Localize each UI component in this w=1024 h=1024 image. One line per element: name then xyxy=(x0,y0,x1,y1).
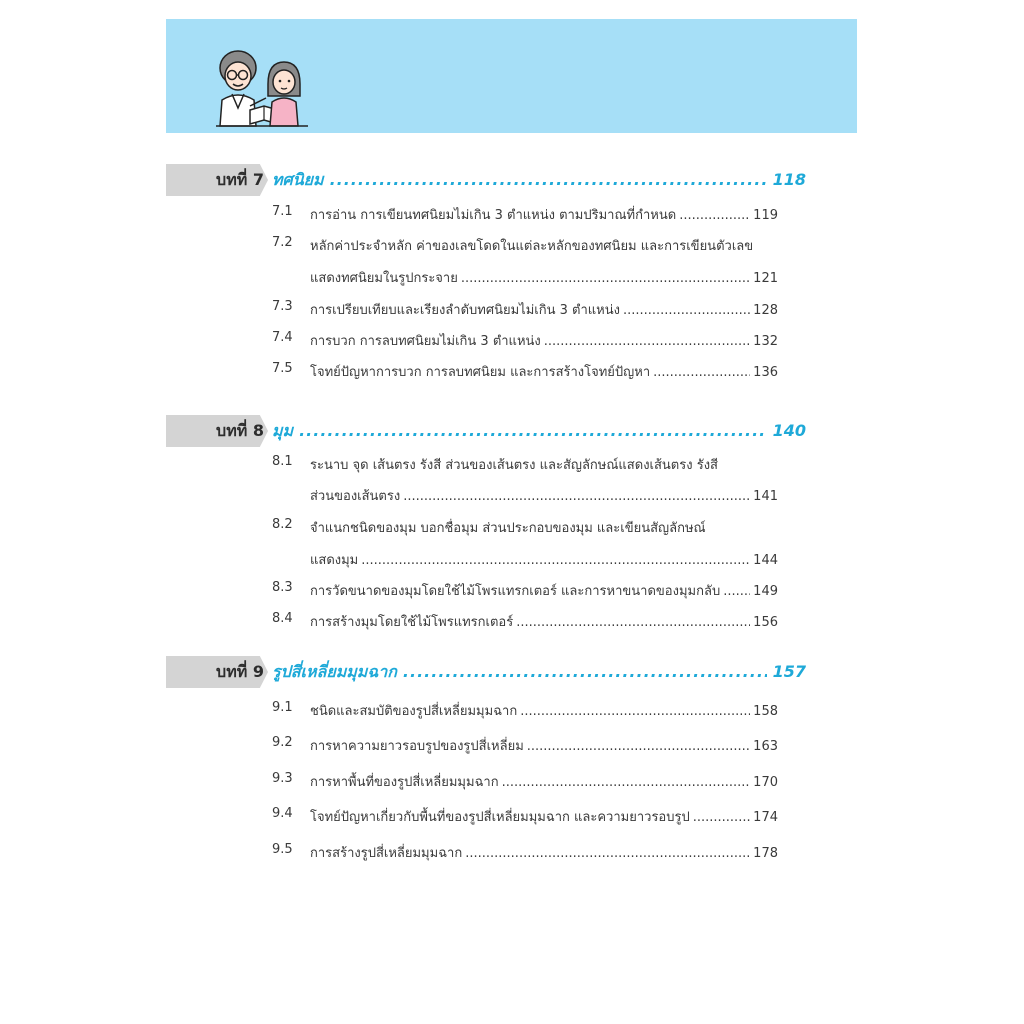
dot-leader xyxy=(465,846,750,861)
section-title: การสร้างมุมโดยใช้ไม้โพรแทรกเตอร์ xyxy=(310,615,514,630)
entry-line xyxy=(310,299,778,320)
section-page: 121 xyxy=(753,271,778,286)
dot-leader xyxy=(461,271,750,286)
chapter-title: มุม xyxy=(272,421,294,440)
chapter-title-row xyxy=(272,419,806,444)
chapter-number: บทที่ 8 xyxy=(216,421,264,440)
section-title: หลักค่าประจำหลัก ค่าของเลขโดดในแต่ละหลักของทศนิยม และการเขียนตัวเลข xyxy=(310,239,754,254)
section-title: การเปรียบเทียบและเรียงลำดับทศนิยมไม่เกิน 3 ตำแหน่ง xyxy=(310,303,620,318)
chapter-heading[interactable] xyxy=(166,656,816,688)
section-title: การหาพื้นที่ของรูปสี่เหลี่ยมมุมฉาก xyxy=(310,775,499,790)
chapter-number: บทที่ 9 xyxy=(216,662,264,681)
section-page: 141 xyxy=(753,489,778,504)
section-title: ส่วนของเส้นตรง xyxy=(310,489,401,504)
section-page: 174 xyxy=(753,810,778,825)
chapter-heading[interactable] xyxy=(166,415,816,447)
entry-line xyxy=(310,611,778,632)
entry-line xyxy=(310,771,778,792)
section-page: 170 xyxy=(753,775,778,790)
section-title: แสดงทศนิยมในรูปกระจาย xyxy=(310,271,458,286)
entry-line xyxy=(310,580,778,601)
chapter-title: รูปสี่เหลี่ยมมุมฉาก xyxy=(272,662,397,681)
dot-leader xyxy=(330,170,767,189)
section-number: 9.3 xyxy=(272,771,293,786)
teacher-student-illustration xyxy=(212,48,312,130)
section-title: ระนาบ จุด เส้นตรง รังสี ส่วนของเส้นตรง และสัญลักษณ์แสดงเส้นตรง รังสี xyxy=(310,458,718,473)
section-page: 132 xyxy=(753,334,778,349)
section-number: 7.4 xyxy=(272,330,293,345)
section-page: 136 xyxy=(753,365,778,380)
section-number: 8.4 xyxy=(272,611,293,626)
entry-line xyxy=(310,267,778,288)
section-number: 7.3 xyxy=(272,299,293,314)
section-page: 128 xyxy=(753,303,778,318)
section-page: 156 xyxy=(753,615,778,630)
entry-line xyxy=(310,361,778,382)
section-page: 178 xyxy=(753,846,778,861)
section-title: การวัดขนาดของมุมโดยใช้ไม้โพรแทรกเตอร์ และการหาขนาดของมุมกลับ xyxy=(310,584,721,599)
section-title: ชนิดและสมบัติของรูปสี่เหลี่ยมมุมฉาก xyxy=(310,704,518,719)
section-number: 8.3 xyxy=(272,580,293,595)
section-page: 163 xyxy=(753,739,778,754)
section-number: 8.1 xyxy=(272,454,293,469)
section-title: การอ่าน การเขียนทศนิยมไม่เกิน 3 ตำแหน่ง ตามปริมาณที่กำหนด xyxy=(310,208,677,223)
chapter-number: บทที่ 7 xyxy=(216,170,264,189)
entry-line xyxy=(310,235,778,256)
section-number: 9.5 xyxy=(272,842,293,857)
section-number: 9.1 xyxy=(272,700,293,715)
entry-line xyxy=(310,204,778,225)
section-number: 7.1 xyxy=(272,204,293,219)
section-page: 158 xyxy=(753,704,778,719)
section-number: 8.2 xyxy=(272,517,293,532)
entry-line xyxy=(310,549,778,570)
section-page: 144 xyxy=(753,553,778,568)
section-page: 149 xyxy=(753,584,778,599)
section-title: โจทย์ปัญหาเกี่ยวกับพื้นที่ของรูปสี่เหลี่ยมมุมฉาก และความยาวรอบรูป xyxy=(310,810,690,825)
dot-leader xyxy=(403,489,750,504)
chapter-page: 157 xyxy=(772,662,806,681)
dot-leader xyxy=(527,739,750,754)
dot-leader xyxy=(516,615,750,630)
entry-line xyxy=(310,842,778,863)
entry-line xyxy=(310,454,778,475)
entry-line xyxy=(310,330,778,351)
chapter-page: 140 xyxy=(772,421,806,440)
chapter-page: 118 xyxy=(772,170,806,189)
dot-leader xyxy=(679,208,750,223)
dot-leader xyxy=(544,334,750,349)
chapter-title: ทศนิยม xyxy=(272,170,324,189)
dot-leader xyxy=(403,662,767,681)
entry-line xyxy=(310,806,778,827)
section-number: 7.5 xyxy=(272,361,293,376)
dot-leader xyxy=(653,365,750,380)
dot-leader xyxy=(361,553,750,568)
dot-leader xyxy=(520,704,750,719)
dot-leader xyxy=(693,810,750,825)
section-title: โจทย์ปัญหาการบวก การลบทศนิยม และการสร้างโจทย์ปัญหา xyxy=(310,365,651,380)
dot-leader xyxy=(723,584,750,599)
chapter-title-row xyxy=(272,660,806,685)
chapter-title-row xyxy=(272,168,806,193)
chapter-heading[interactable] xyxy=(166,164,816,196)
section-number: 9.4 xyxy=(272,806,293,821)
section-title: จำแนกชนิดของมุม บอกชื่อมุม ส่วนประกอบของมุม และเขียนสัญลักษณ์ xyxy=(310,521,706,536)
entry-line xyxy=(310,517,778,538)
section-number: 9.2 xyxy=(272,735,293,750)
section-title: การบวก การลบทศนิยมไม่เกิน 3 ตำแหน่ง xyxy=(310,334,541,349)
dot-leader xyxy=(623,303,750,318)
entry-line xyxy=(310,485,778,506)
section-title: การสร้างรูปสี่เหลี่ยมมุมฉาก xyxy=(310,846,463,861)
section-page: 119 xyxy=(753,208,778,223)
dot-leader xyxy=(502,775,751,790)
section-title: การหาความยาวรอบรูปของรูปสี่เหลี่ยม xyxy=(310,739,524,754)
section-title: แสดงมุม xyxy=(310,553,359,568)
dot-leader xyxy=(299,421,767,440)
entry-line xyxy=(310,700,778,721)
entry-line xyxy=(310,735,778,756)
section-number: 7.2 xyxy=(272,235,293,250)
